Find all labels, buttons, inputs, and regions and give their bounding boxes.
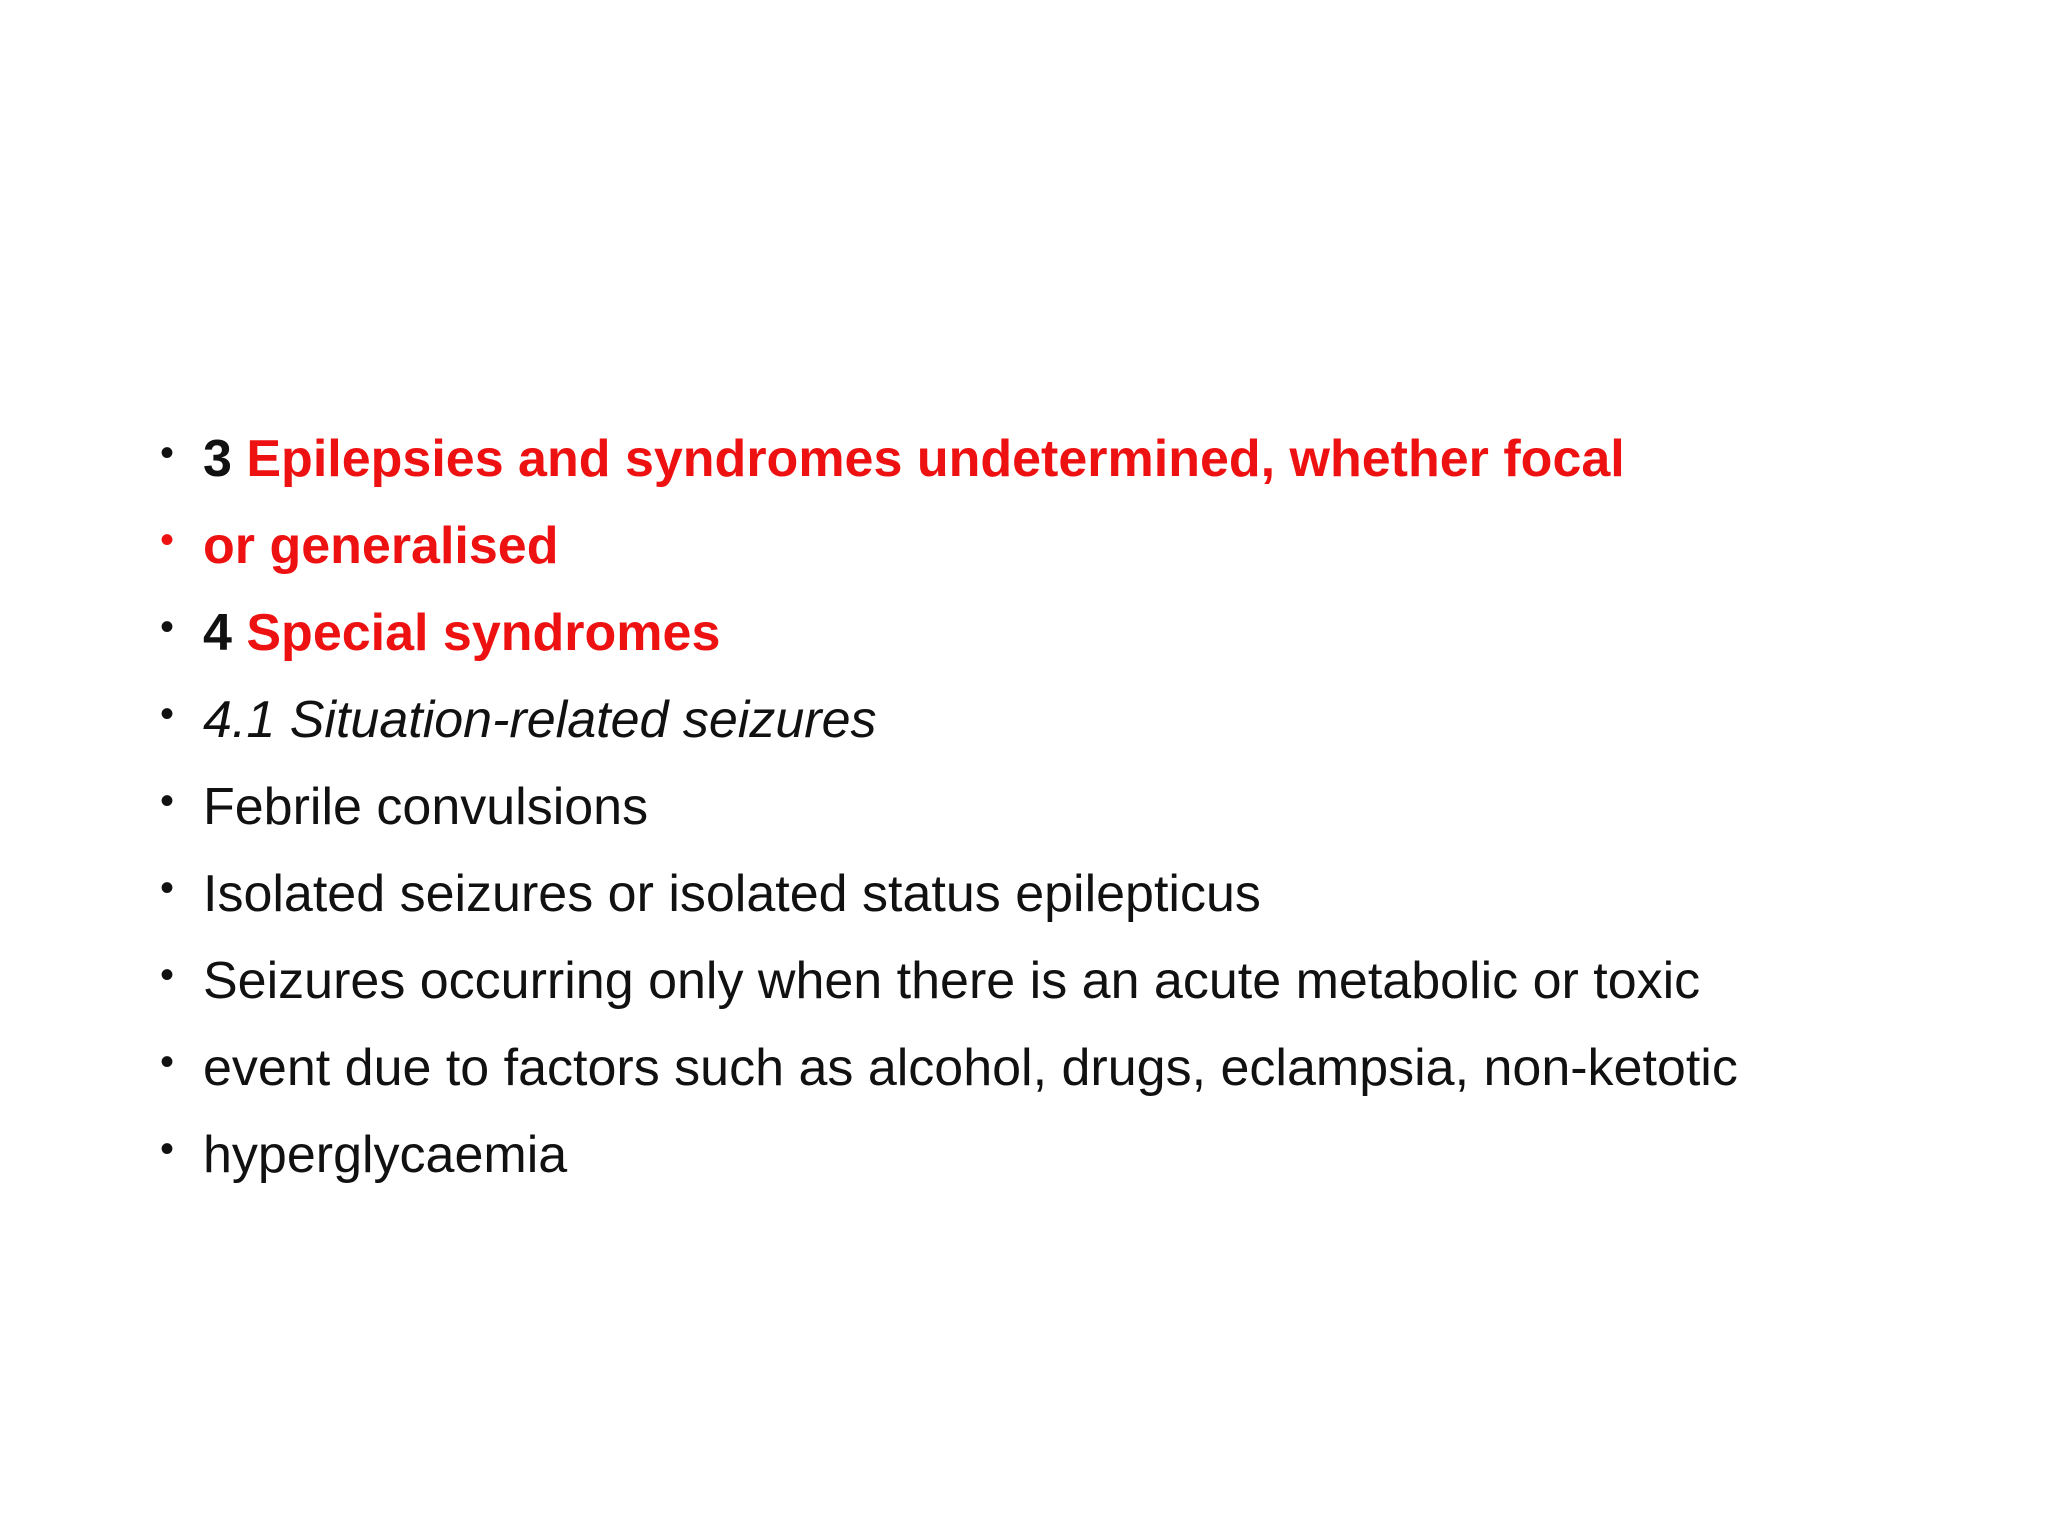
item-number: 3 bbox=[203, 430, 232, 488]
item-text: Seizures occurring only when there is an acute metabolic or toxic bbox=[203, 952, 1701, 1010]
list-item bbox=[160, 1032, 1738, 1119]
bullet-icon: • bbox=[160, 1040, 175, 1084]
item-number: 4 bbox=[203, 604, 232, 662]
bullet-icon: • bbox=[160, 431, 175, 475]
item-text: Febrile convulsions bbox=[203, 778, 649, 836]
item-text: event due to factors such as alcohol, drugs, eclampsia, non-ketotic bbox=[203, 1039, 1738, 1097]
bullet-icon: • bbox=[160, 953, 175, 997]
list-item bbox=[160, 771, 1738, 858]
item-text: Isolated seizures or isolated status epilepticus bbox=[203, 865, 1261, 923]
list-item bbox=[160, 945, 1738, 1032]
list-item bbox=[160, 423, 1738, 510]
list-item bbox=[160, 858, 1738, 945]
list-item bbox=[160, 1119, 1738, 1206]
bullet-icon: • bbox=[160, 779, 175, 823]
item-text: Special syndromes bbox=[246, 604, 721, 662]
list-item bbox=[160, 597, 1738, 684]
list-item bbox=[160, 510, 1738, 597]
bullet-icon: • bbox=[160, 605, 175, 649]
item-text: hyperglycaemia bbox=[203, 1126, 568, 1184]
bullet-icon: • bbox=[160, 692, 175, 736]
bullet-icon: • bbox=[160, 1127, 175, 1171]
bullet-icon: • bbox=[160, 518, 175, 562]
list-item bbox=[160, 684, 1738, 771]
bullet-list bbox=[160, 423, 1738, 1206]
bullet-icon: • bbox=[160, 866, 175, 910]
item-text: 4.1 Situation-related seizures bbox=[203, 691, 877, 749]
item-text: Epilepsies and syndromes undetermined, whether focal bbox=[246, 430, 1625, 488]
item-text: or generalised bbox=[203, 517, 559, 575]
